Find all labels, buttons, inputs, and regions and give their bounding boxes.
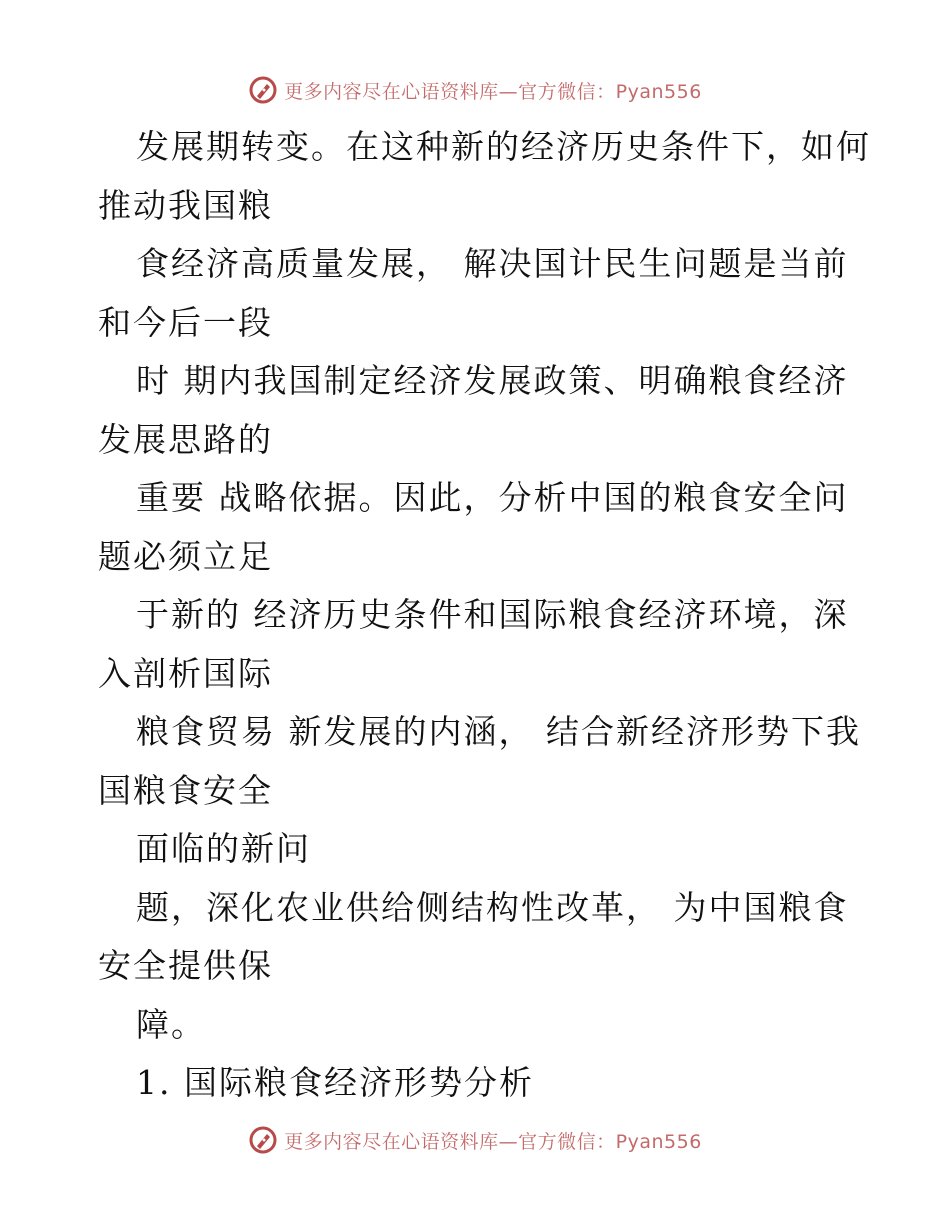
body-line: 发展期转变。在这种新的经济历史条件下，如何 — [136, 127, 871, 166]
body-line: 重要 战略依据。因此，分析中国的粮食安全问 — [136, 478, 849, 517]
body-line: 入剖析国际 — [98, 653, 273, 693]
footer-banner-text: 更多内容尽在心语资料库—官方微信：Pyan556 — [284, 1130, 702, 1153]
pen-nib-logo-icon — [248, 1125, 278, 1155]
header-banner-text: 更多内容尽在心语资料库—官方微信：Pyan556 — [284, 80, 702, 103]
body-line: 国粮食安全 — [98, 770, 273, 810]
body-line: 面临的新问 — [136, 829, 311, 868]
body-line: 于新的 经济历史条件和国际粮食经济环境，深 — [136, 595, 849, 634]
body-line: 和今后一段 — [98, 302, 273, 342]
body-line: 推动我国粮 — [98, 185, 273, 225]
body-line: 时 期内我国制定经济发展政策、明确粮食经济 — [136, 361, 849, 400]
body-line: 发展思路的 — [98, 419, 273, 459]
body-line: 题必须立足 — [98, 536, 273, 576]
header-banner — [0, 70, 950, 110]
body-line: 食经济高质量发展， 解决国计民生问题是当前 — [136, 244, 849, 283]
body-line: 安全提供保 — [98, 946, 273, 985]
body-line: 粮食贸易 新发展的内涵， 结合新经济形势下我 — [136, 712, 861, 751]
document-body — [98, 118, 871, 1113]
section-heading: 1. 国际粮食经济形势分析 — [136, 1063, 534, 1102]
body-line: 障。 — [136, 1004, 206, 1044]
body-line: 题，深化农业供给侧结构性改革， 为中国粮食 — [136, 887, 849, 927]
pen-nib-logo-icon — [248, 75, 278, 105]
footer-banner — [0, 1120, 950, 1160]
